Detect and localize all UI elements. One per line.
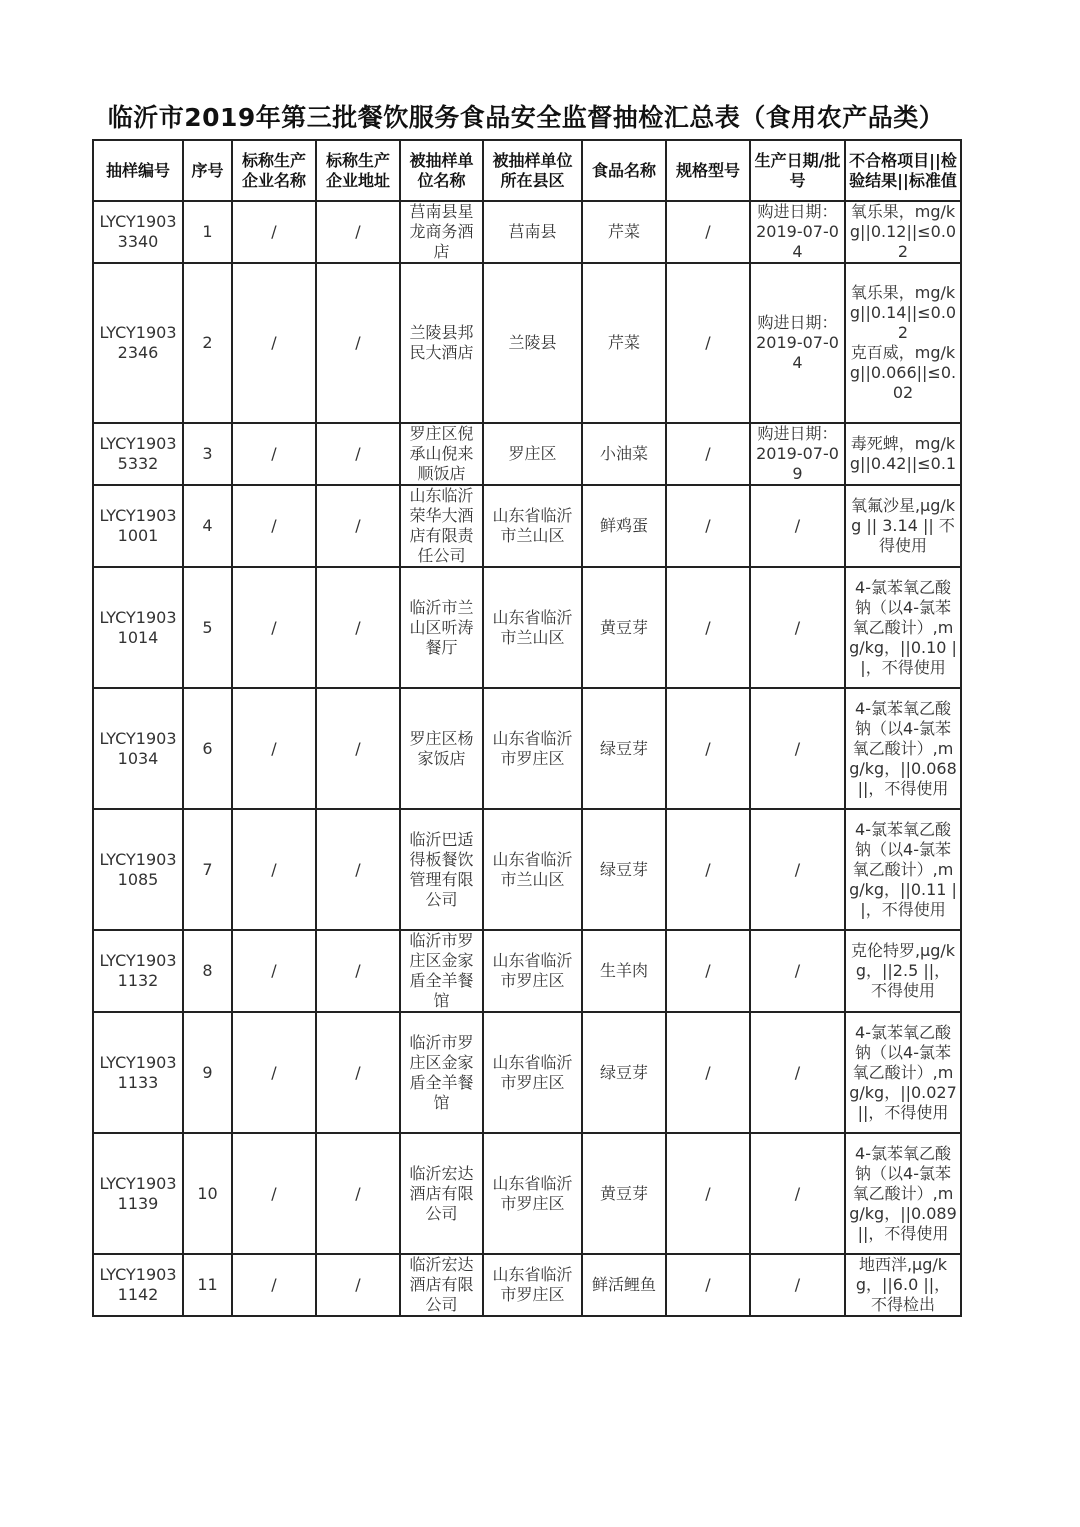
county-cell-text: 兰陵县 xyxy=(508,333,557,352)
production-date-cell-text: / xyxy=(794,961,801,980)
county-cell xyxy=(483,809,582,930)
mfr-address-cell xyxy=(316,567,400,688)
spec-cell-text: / xyxy=(705,1183,711,1203)
sampled-unit-cell-text: 罗庄区杨家饭店 xyxy=(409,728,474,768)
mfr-name-cell xyxy=(232,485,316,567)
inspection-table xyxy=(92,139,962,1317)
result-cell xyxy=(845,263,961,423)
sample-code-cell-text: LYCY1903 1139 xyxy=(99,1173,177,1213)
mfr-name-cell-text: / xyxy=(271,1183,277,1203)
mfr-address-cell xyxy=(316,485,400,567)
result-cell-text: 克伦特罗,μg/kg，||2.5 ||，不得使用 xyxy=(850,941,956,1000)
mfr-name-cell-text: / xyxy=(271,1275,277,1294)
mfr-name-cell xyxy=(232,1133,316,1254)
county-cell-text: 山东省临沂市罗庄区 xyxy=(492,728,573,768)
table-row xyxy=(93,423,961,485)
sample-code-cell xyxy=(93,263,183,423)
mfr-address-cell xyxy=(316,1133,400,1254)
county-cell-text: 罗庄区 xyxy=(508,444,557,463)
mfr-address-cell xyxy=(316,1012,400,1133)
spec-cell-text: / xyxy=(705,738,711,758)
food-name-cell-text: 芹菜 xyxy=(607,333,640,352)
production-date-cell xyxy=(750,423,845,485)
food-name-cell xyxy=(582,1254,666,1316)
spec-cell-text: / xyxy=(705,444,711,463)
county-cell-text: 山东省临沂市兰山区 xyxy=(492,607,573,647)
county-cell-text: 山东省临沂市兰山区 xyxy=(492,849,573,889)
spec-cell xyxy=(666,809,750,930)
sample-code-cell xyxy=(93,1133,183,1254)
table-header-row xyxy=(93,140,961,201)
spec-cell xyxy=(666,263,750,423)
result-cell-text: 氧乐果，mg/kg||0.14||≤0.02 克百威，mg/kg||0.066||≤0.02 xyxy=(849,283,957,402)
county-cell-text: 山东省临沂市兰山区 xyxy=(492,506,573,545)
mfr-name-cell-text: / xyxy=(271,222,277,241)
county-cell xyxy=(483,688,582,809)
seq-cell-text: 11 xyxy=(197,1275,218,1294)
mfr-address-cell-text: / xyxy=(355,961,361,980)
result-cell xyxy=(845,201,961,263)
spec-cell-text: / xyxy=(705,617,711,637)
seq-cell xyxy=(183,567,232,688)
seq-cell xyxy=(183,1012,232,1133)
sampled-unit-cell xyxy=(400,688,483,809)
seq-cell xyxy=(183,1133,232,1254)
result-cell xyxy=(845,485,961,567)
food-name-cell xyxy=(582,201,666,263)
county-cell-text: 山东省临沂市罗庄区 xyxy=(492,1052,573,1092)
table-row xyxy=(93,930,961,1012)
sampled-unit-cell xyxy=(400,809,483,930)
mfr-address-cell xyxy=(316,201,400,263)
result-cell-text: 地西泮,μg/kg，||6.0 ||，不得检出 xyxy=(855,1255,951,1314)
sampled-unit-cell xyxy=(400,930,483,1012)
sample-code-cell-text: LYCY1903 1142 xyxy=(99,1265,177,1304)
result-cell xyxy=(845,1012,961,1133)
sampled-unit-cell-text: 临沂宏达酒店有限公司 xyxy=(409,1255,474,1314)
food-name-cell xyxy=(582,1012,666,1133)
result-cell-text: 毒死蜱，mg/kg||0.42||≤0.1 xyxy=(849,434,957,473)
production-date-cell-text: / xyxy=(794,1062,801,1082)
table-row xyxy=(93,263,961,423)
sampled-unit-cell xyxy=(400,567,483,688)
mfr-name-cell-text: / xyxy=(271,617,277,637)
sampled-unit-cell-text: 临沂市兰山区听涛餐厅 xyxy=(409,597,474,657)
spec-cell-text: / xyxy=(705,222,711,241)
production-date-cell-text: / xyxy=(794,1183,801,1203)
spec-cell-text: / xyxy=(705,961,711,980)
spec-cell xyxy=(666,423,750,485)
food-name-cell xyxy=(582,688,666,809)
mfr-name-cell xyxy=(232,1254,316,1316)
sampled-unit-cell xyxy=(400,201,483,263)
production-date-cell-text: 购进日期：2019-07-09 xyxy=(756,424,839,483)
sampled-unit-cell-text: 临沂市罗庄区金家盾全羊餐馆 xyxy=(409,931,474,1010)
seq-cell-text: 9 xyxy=(202,1062,213,1082)
production-date-cell-text: / xyxy=(794,859,801,879)
production-date-cell-text: 购进日期：2019-07-04 xyxy=(756,202,839,261)
mfr-address-cell-text: / xyxy=(355,333,361,352)
food-name-cell-text: 黄豆芽 xyxy=(599,1183,648,1203)
county-cell xyxy=(483,423,582,485)
mfr-name-cell xyxy=(232,423,316,485)
sampled-unit-cell-text: 山东临沂荣华大酒店有限责任公司 xyxy=(409,486,474,565)
mfr-address-cell-text: / xyxy=(355,617,361,637)
table-row xyxy=(93,1133,961,1254)
seq-cell xyxy=(183,485,232,567)
sample-code-cell-text: LYCY1903 3340 xyxy=(99,212,177,251)
county-cell-text: 山东省临沂市罗庄区 xyxy=(492,1265,573,1304)
mfr-address-cell-text: / xyxy=(355,1275,361,1294)
production-date-cell xyxy=(750,1012,845,1133)
county-cell xyxy=(483,930,582,1012)
sample-code-cell xyxy=(93,485,183,567)
table-row xyxy=(93,1012,961,1133)
seq-cell xyxy=(183,201,232,263)
production-date-cell-text: / xyxy=(794,516,801,535)
header-production-date: 生产日期/批号 xyxy=(750,140,845,201)
sampled-unit-cell-text: 罗庄区倪承山倪来顺饭店 xyxy=(409,424,474,483)
result-cell xyxy=(845,809,961,930)
production-date-cell-text: / xyxy=(794,1275,801,1294)
seq-cell-text: 8 xyxy=(202,961,213,980)
mfr-name-cell-text: / xyxy=(271,444,277,463)
table-row xyxy=(93,1254,961,1316)
food-name-cell xyxy=(582,423,666,485)
seq-cell xyxy=(183,809,232,930)
mfr-address-cell-text: / xyxy=(355,444,361,463)
sample-code-cell-text: LYCY1903 5332 xyxy=(99,434,177,473)
county-cell xyxy=(483,1254,582,1316)
result-cell-text: 4-氯苯氧乙酸钠（以4-氯苯氧乙酸计）,mg/kg，||0.068 ||，不得使用 xyxy=(849,698,962,798)
spec-cell xyxy=(666,1012,750,1133)
production-date-cell xyxy=(750,263,845,423)
header-food-name: 食品名称 xyxy=(582,140,666,201)
seq-cell xyxy=(183,930,232,1012)
seq-cell-text: 3 xyxy=(202,444,213,463)
food-name-cell xyxy=(582,1133,666,1254)
seq-cell xyxy=(183,688,232,809)
sample-code-cell xyxy=(93,1012,183,1133)
food-name-cell xyxy=(582,930,666,1012)
food-name-cell-text: 生羊肉 xyxy=(599,961,648,980)
sampled-unit-cell xyxy=(400,1012,483,1133)
county-cell-text: 山东省临沂市罗庄区 xyxy=(492,951,573,990)
spec-cell-text: / xyxy=(705,1062,711,1082)
county-cell xyxy=(483,567,582,688)
mfr-name-cell xyxy=(232,567,316,688)
food-name-cell-text: 芹菜 xyxy=(607,222,640,241)
sample-code-cell xyxy=(93,423,183,485)
mfr-address-cell xyxy=(316,423,400,485)
sample-code-cell-text: LYCY1903 2346 xyxy=(99,323,177,362)
production-date-cell xyxy=(750,567,845,688)
result-cell-text: 4-氯苯氧乙酸钠（以4-氯苯氧乙酸计）,mg/kg，||0.11 ||，不得使用 xyxy=(849,819,957,919)
mfr-address-cell-text: / xyxy=(355,516,361,535)
table-row xyxy=(93,688,961,809)
county-cell-text: 莒南县 xyxy=(508,222,557,241)
food-name-cell-text: 绿豆芽 xyxy=(599,1062,648,1082)
spec-cell xyxy=(666,567,750,688)
mfr-name-cell-text: / xyxy=(271,961,277,980)
mfr-name-cell-text: / xyxy=(271,1062,277,1082)
sampled-unit-cell xyxy=(400,263,483,423)
seq-cell-text: 6 xyxy=(202,738,213,758)
sampled-unit-cell-text: 临沂市罗庄区金家盾全羊餐馆 xyxy=(409,1032,474,1112)
header-spec: 规格型号 xyxy=(666,140,750,201)
food-name-cell xyxy=(582,263,666,423)
sample-code-cell xyxy=(93,688,183,809)
production-date-cell xyxy=(750,1254,845,1316)
county-cell-text: 山东省临沂市罗庄区 xyxy=(492,1173,573,1213)
result-cell-text: 氧乐果，mg/kg||0.12||≤0.02 xyxy=(849,202,957,261)
sampled-unit-cell-text: 临沂巴适得板餐饮管理有限公司 xyxy=(409,829,474,909)
sample-code-cell-text: LYCY1903 1133 xyxy=(99,1052,177,1092)
mfr-name-cell xyxy=(232,263,316,423)
mfr-address-cell xyxy=(316,688,400,809)
mfr-address-cell xyxy=(316,1254,400,1316)
food-name-cell-text: 小油菜 xyxy=(599,444,648,463)
mfr-name-cell xyxy=(232,201,316,263)
mfr-name-cell-text: / xyxy=(271,738,277,758)
header-mfr-name: 标称生产企业名称 xyxy=(232,140,316,201)
spec-cell-text: / xyxy=(705,1275,711,1294)
production-date-cell-text: / xyxy=(794,617,801,637)
header-sample-code: 抽样编号 xyxy=(93,140,183,201)
mfr-address-cell xyxy=(316,809,400,930)
mfr-address-cell-text: / xyxy=(355,738,361,758)
result-cell-text: 氧氟沙星,μg/kg || 3.14 || 不得使用 xyxy=(850,496,956,555)
seq-cell xyxy=(183,1254,232,1316)
spec-cell xyxy=(666,485,750,567)
sampled-unit-cell-text: 兰陵县邦民大酒店 xyxy=(409,323,474,362)
sample-code-cell xyxy=(93,930,183,1012)
food-name-cell xyxy=(582,809,666,930)
header-county: 被抽样单位所在县区 xyxy=(483,140,582,201)
production-date-cell xyxy=(750,809,845,930)
header-result: 不合格项目||检验结果||标准值 xyxy=(845,140,961,201)
mfr-name-cell-text: / xyxy=(271,859,277,879)
table-row xyxy=(93,485,961,567)
county-cell xyxy=(483,263,582,423)
seq-cell-text: 4 xyxy=(202,516,213,535)
county-cell xyxy=(483,485,582,567)
spec-cell xyxy=(666,201,750,263)
production-date-cell-text: / xyxy=(794,738,801,758)
production-date-cell xyxy=(750,688,845,809)
result-cell xyxy=(845,567,961,688)
mfr-address-cell xyxy=(316,930,400,1012)
sample-code-cell xyxy=(93,201,183,263)
mfr-address-cell-text: / xyxy=(355,859,361,879)
seq-cell-text: 10 xyxy=(197,1183,218,1203)
seq-cell-text: 5 xyxy=(202,617,213,637)
mfr-address-cell-text: / xyxy=(355,1183,361,1203)
sample-code-cell-text: LYCY1903 1014 xyxy=(99,607,177,647)
mfr-name-cell-text: / xyxy=(271,333,277,352)
spec-cell xyxy=(666,930,750,1012)
food-name-cell xyxy=(582,485,666,567)
sampled-unit-cell xyxy=(400,1254,483,1316)
seq-cell-text: 2 xyxy=(202,333,213,352)
food-name-cell-text: 绿豆芽 xyxy=(599,738,648,758)
result-cell-text: 4-氯苯氧乙酸钠（以4-氯苯氧乙酸计）,mg/kg，||0.027 ||，不得使用 xyxy=(849,1022,962,1122)
header-mfr-address: 标称生产企业地址 xyxy=(316,140,400,201)
mfr-name-cell xyxy=(232,809,316,930)
header-seq: 序号 xyxy=(183,140,232,201)
production-date-cell xyxy=(750,1133,845,1254)
spec-cell xyxy=(666,1254,750,1316)
table-body xyxy=(93,201,961,1316)
sampled-unit-cell-text: 莒南县星龙商务酒店 xyxy=(409,202,474,261)
seq-cell xyxy=(183,263,232,423)
sampled-unit-cell xyxy=(400,485,483,567)
page-title: 临沂市2019年第三批餐饮服务食品安全监督抽检汇总表（食用农产品类） xyxy=(107,103,945,132)
mfr-name-cell xyxy=(232,1012,316,1133)
sample-code-cell-text: LYCY1903 1001 xyxy=(99,506,177,545)
result-cell xyxy=(845,930,961,1012)
spec-cell xyxy=(666,688,750,809)
sample-code-cell xyxy=(93,567,183,688)
food-name-cell-text: 绿豆芽 xyxy=(599,859,648,879)
sample-code-cell xyxy=(93,1254,183,1316)
spec-cell-text: / xyxy=(705,516,711,535)
food-name-cell-text: 黄豆芽 xyxy=(599,617,648,637)
mfr-address-cell-text: / xyxy=(355,222,361,241)
county-cell xyxy=(483,201,582,263)
seq-cell-text: 7 xyxy=(202,859,213,879)
county-cell xyxy=(483,1012,582,1133)
seq-cell xyxy=(183,423,232,485)
table-row xyxy=(93,567,961,688)
result-cell-text: 4-氯苯氧乙酸钠（以4-氯苯氧乙酸计）,mg/kg，||0.10 ||，不得使用 xyxy=(849,577,957,677)
production-date-cell-text: 购进日期：2019-07-04 xyxy=(756,313,839,372)
table-row xyxy=(93,201,961,263)
mfr-address-cell xyxy=(316,263,400,423)
result-cell-text: 4-氯苯氧乙酸钠（以4-氯苯氧乙酸计）,mg/kg，||0.089||，不得使用 xyxy=(849,1143,957,1243)
mfr-name-cell xyxy=(232,688,316,809)
county-cell xyxy=(483,1133,582,1254)
mfr-name-cell-text: / xyxy=(271,516,277,535)
sampled-unit-cell xyxy=(400,423,483,485)
sampled-unit-cell-text: 临沂宏达酒店有限公司 xyxy=(409,1163,474,1223)
result-cell xyxy=(845,1133,961,1254)
seq-cell-text: 1 xyxy=(202,222,213,241)
result-cell xyxy=(845,423,961,485)
header-sampled-unit: 被抽样单位名称 xyxy=(400,140,483,201)
table-row xyxy=(93,809,961,930)
mfr-address-cell-text: / xyxy=(355,1062,361,1082)
food-name-cell-text: 鲜活鲤鱼 xyxy=(591,1275,656,1294)
production-date-cell xyxy=(750,201,845,263)
spec-cell xyxy=(666,1133,750,1254)
sample-code-cell xyxy=(93,809,183,930)
spec-cell-text: / xyxy=(705,333,711,352)
sample-code-cell-text: LYCY1903 1132 xyxy=(99,951,177,990)
food-name-cell xyxy=(582,567,666,688)
spec-cell-text: / xyxy=(705,859,711,879)
production-date-cell xyxy=(750,930,845,1012)
sampled-unit-cell xyxy=(400,1133,483,1254)
sample-code-cell-text: LYCY1903 1085 xyxy=(99,849,177,889)
result-cell xyxy=(845,688,961,809)
food-name-cell-text: 鲜鸡蛋 xyxy=(599,516,648,535)
sample-code-cell-text: LYCY1903 1034 xyxy=(99,728,177,768)
production-date-cell xyxy=(750,485,845,567)
result-cell xyxy=(845,1254,961,1316)
mfr-name-cell xyxy=(232,930,316,1012)
